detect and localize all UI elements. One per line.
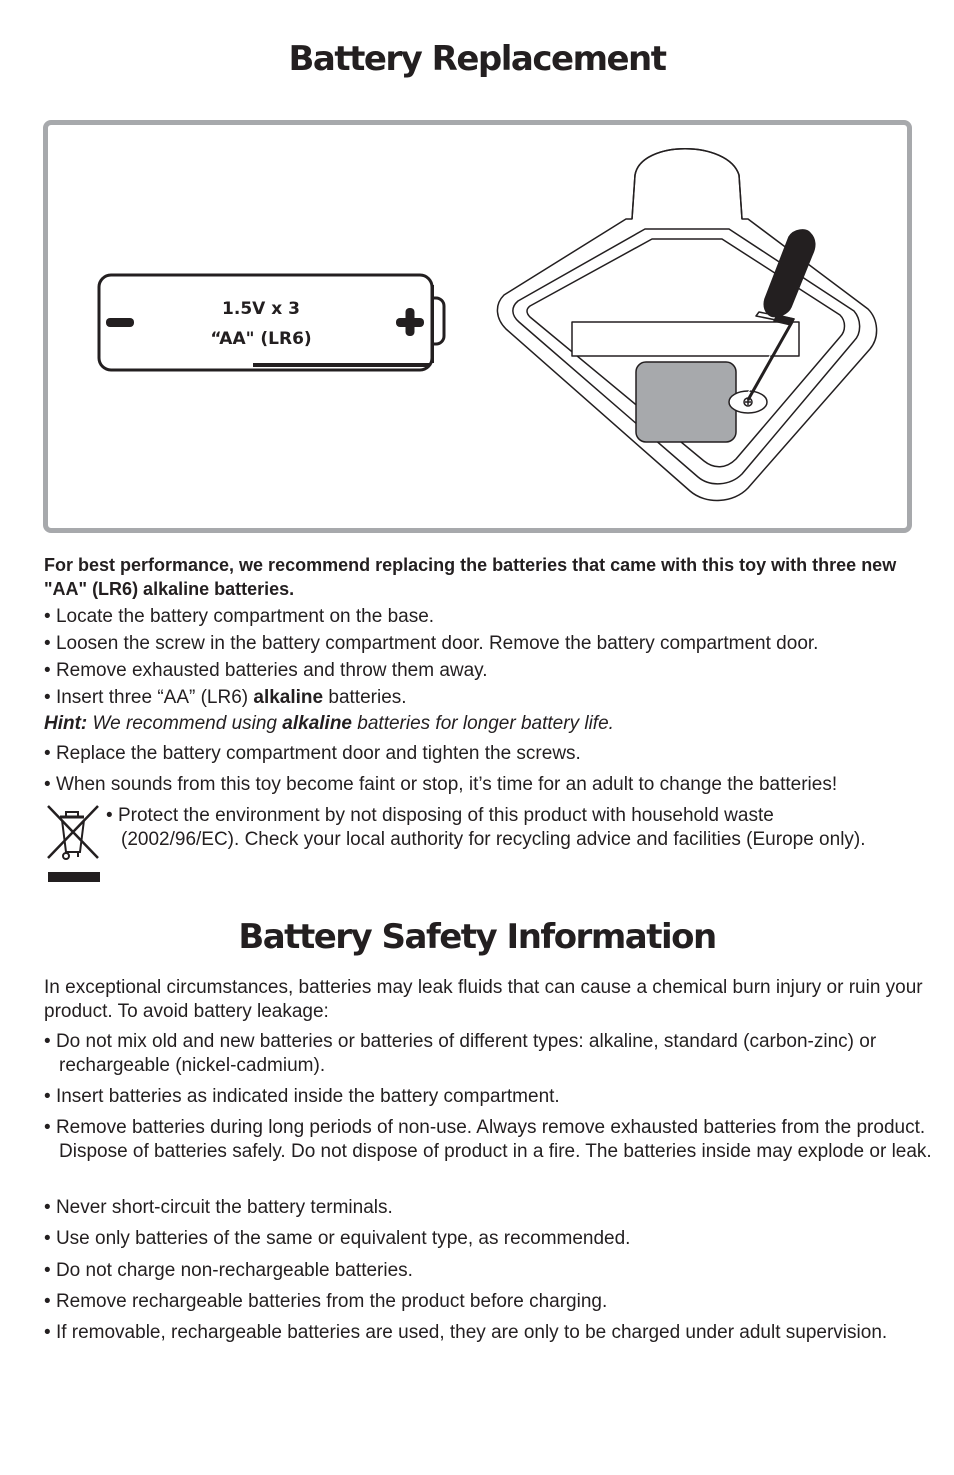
step-text: Replace the battery compartment door and tighten the screws. xyxy=(55,743,581,764)
safety-item-text: Never short-circuit the battery terminals. xyxy=(55,1197,393,1218)
list-item: • Remove batteries during long periods of non-use. Always remove exhausted batteries from the product. Dispose of batteries safely. Do not dispose of product in a fire. The batteries inside may explode or leak. xyxy=(44,1117,932,1162)
step-text: Remove exhausted batteries and throw them away. xyxy=(55,660,488,681)
safety-item-text: Remove batteries during long periods of non-use. Always remove exhausted batteries from the product. Dispose of batteries safely. Do not dispose of product in a fire. The batteries inside may explode or leak. xyxy=(55,1117,932,1162)
hint-text: batteries for longer battery life. xyxy=(352,713,614,734)
list-item: • Replace the battery compartment door and tighten the screws. xyxy=(44,743,581,764)
list-item: • Insert three “AA” (LR6) alkaline batteries. xyxy=(44,687,407,708)
battery-recommendation: For best performance, we recommend replacing the batteries that came with this toy with three new "AA" (LR6) alkaline batteries. xyxy=(44,555,897,599)
list-item: • If removable, rechargeable batteries are used, they are only to be charged under adult supervision. xyxy=(44,1322,888,1343)
battery-type-label: “AA" (LR6) xyxy=(210,329,312,349)
hint xyxy=(44,712,924,736)
list-item: • Remove exhausted batteries and throw them away. xyxy=(44,660,488,681)
battery-diagram-illustration xyxy=(48,125,907,528)
safety-item-text: Do not charge non-rechargeable batteries. xyxy=(55,1260,413,1281)
safety-intro: In exceptional circumstances, batteries may leak fluids that can cause a chemical burn injury or ruin your product. To avoid battery leakage: xyxy=(44,977,923,1022)
step-emphasis: alkaline xyxy=(253,687,324,708)
environment-notice: • Protect the environment by not disposing of this product with household waste (2002/96/EC). Check your local authority for recycling advice and facilities (Europe only). xyxy=(106,805,866,850)
safety-item-text: Use only batteries of the same or equivalent type, as recommended. xyxy=(55,1228,631,1249)
safety-item-text: Remove rechargeable batteries from the product before charging. xyxy=(55,1291,608,1312)
list-item: • Never short-circuit the battery terminals. xyxy=(44,1197,393,1218)
step-text: Insert three “AA” (LR6) xyxy=(55,687,254,708)
battery-door-icon xyxy=(636,362,736,442)
list-item: • Locate the battery compartment on the base. xyxy=(44,606,435,627)
list-item: • When sounds from this toy become faint or stop, it’s time for an adult to change the batteries! xyxy=(44,774,838,795)
safety-item-text: If removable, rechargeable batteries are used, they are only to be charged under adult supervision. xyxy=(55,1322,888,1343)
battery-diagram xyxy=(43,120,912,533)
step-text: When sounds from this toy become faint or stop, it’s time for an adult to change the batteries! xyxy=(55,774,838,795)
environment-text: (2002/96/EC). Check your local authority for recycling advice and facilities (Europe only). xyxy=(121,829,866,850)
step-text: Locate the battery compartment on the base. xyxy=(55,606,435,627)
battery-voltage-label: 1.5V x 3 xyxy=(222,299,300,319)
list-item: • Do not mix old and new batteries or batteries of different types: alkaline, standard (carbon-zinc) or rechargeable (nickel-cadmium). xyxy=(44,1031,877,1076)
battery-icon xyxy=(99,275,444,370)
minus-terminal-icon xyxy=(106,318,134,327)
battery-replacement-title: Battery Replacement xyxy=(288,39,666,79)
safety-item-text: Insert batteries as indicated inside the battery compartment. xyxy=(55,1086,560,1107)
step-text: Loosen the screw in the battery compartment door. Remove the battery compartment door. xyxy=(55,633,819,654)
hint-emphasis: alkaline xyxy=(282,713,352,734)
toy-base-illustration xyxy=(497,149,876,501)
crossed-out-bin-icon xyxy=(44,801,102,883)
list-item: • Loosen the screw in the battery compartment door. Remove the battery compartment door. xyxy=(44,633,819,654)
step-text: batteries. xyxy=(323,687,407,708)
battery-safety-title: Battery Safety Information xyxy=(238,917,716,957)
list-item: • Use only batteries of the same or equivalent type, as recommended. xyxy=(44,1228,631,1249)
safety-item-text: Do not mix old and new batteries or batteries of different types: alkaline, standard (carbon-zinc) or rechargeable (nickel-cadmium). xyxy=(55,1031,877,1076)
list-item: • Do not charge non-rechargeable batteries. xyxy=(44,1260,413,1281)
list-item: • Insert batteries as indicated inside the battery compartment. xyxy=(44,1086,560,1107)
hint-label: Hint: xyxy=(44,713,88,734)
environment-text: Protect the environment by not disposing of this product with household waste xyxy=(117,805,774,826)
hint-text: We recommend using xyxy=(87,713,283,734)
list-item: • Remove rechargeable batteries from the product before charging. xyxy=(44,1291,608,1312)
